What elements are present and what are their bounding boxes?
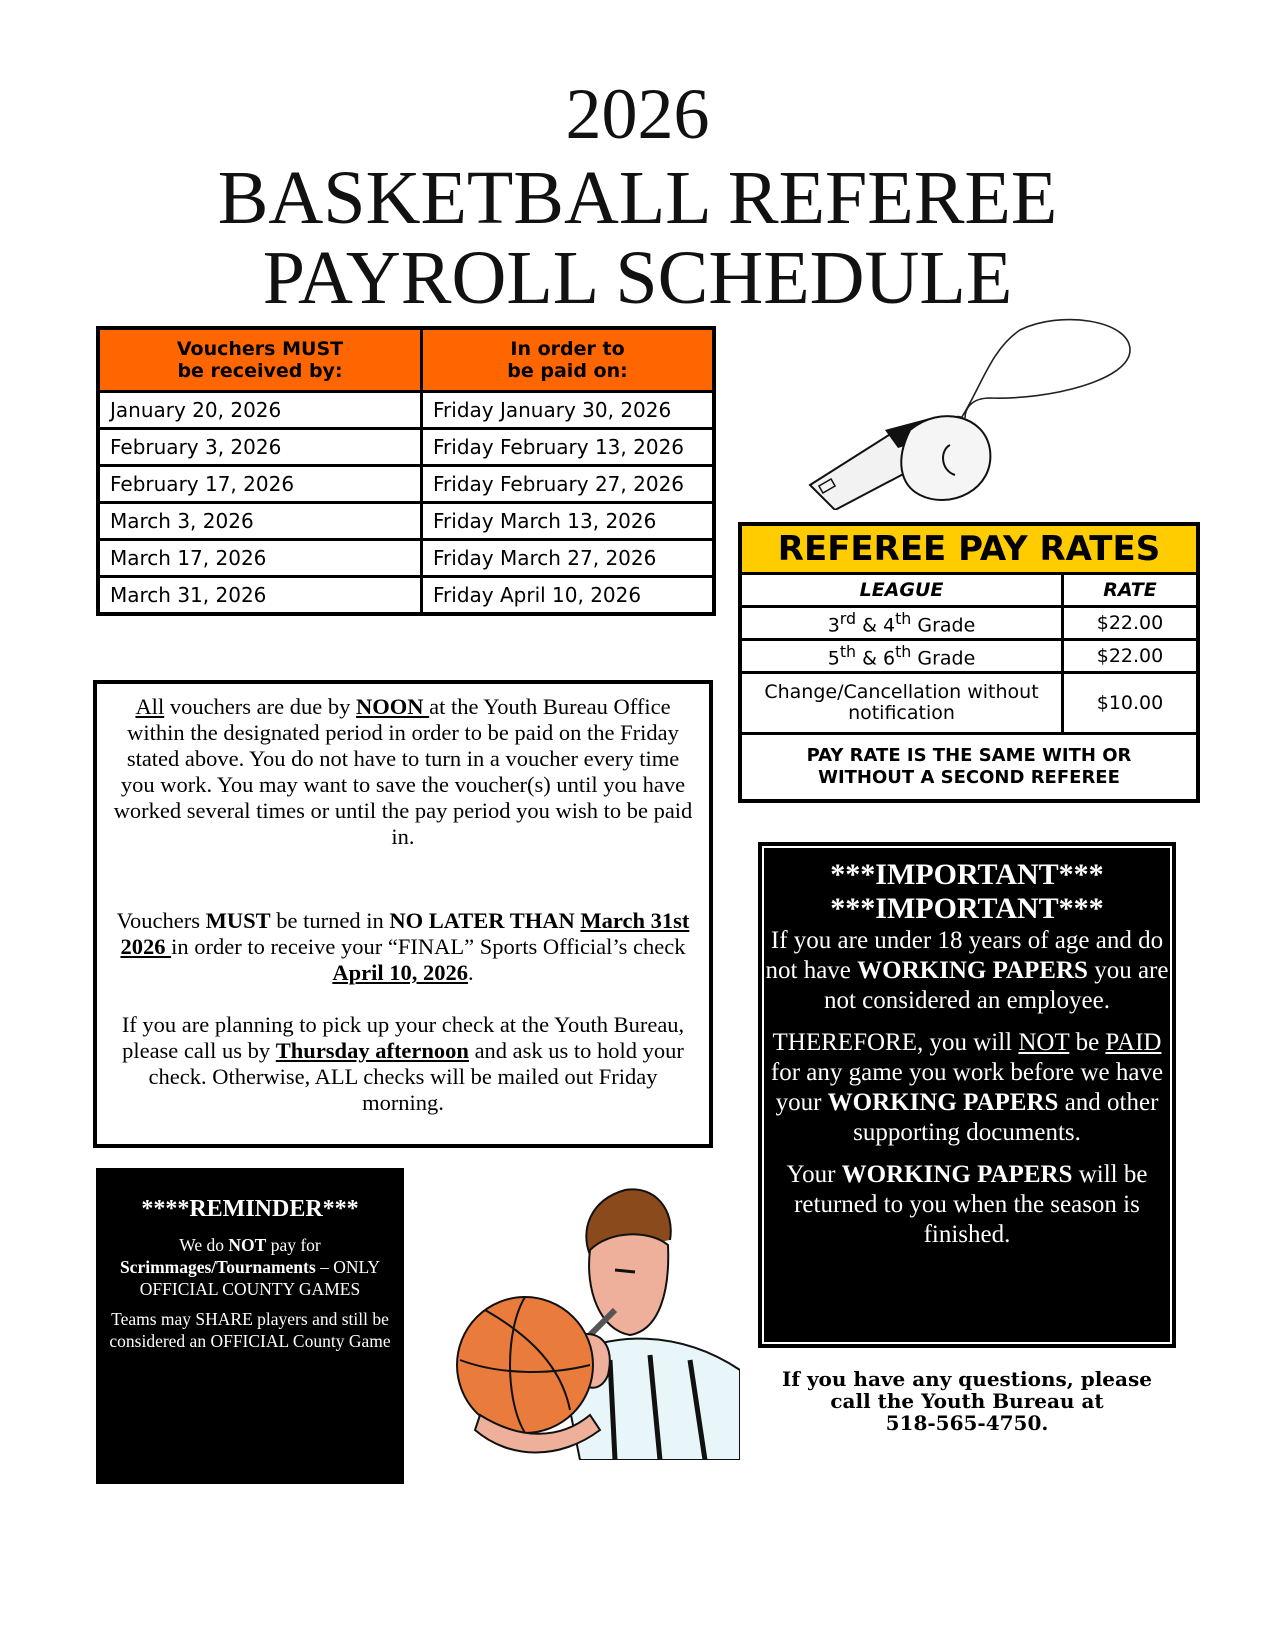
received-by-cell: February 3, 2026	[98, 429, 422, 466]
whistle-icon	[790, 310, 1140, 510]
title-line-2: PAYROLL SCHEDULE	[262, 236, 1013, 320]
table-row	[742, 640, 1196, 673]
paid-on-cell: Friday February 27, 2026	[422, 466, 715, 503]
info-paragraph-2: Vouchers MUST be turned in NO LATER THAN March 31st 2026 in order to receive your “FINAL” Sports Official’s check April 10, 2026.	[116, 908, 690, 985]
referee-illustration	[440, 1160, 740, 1460]
info-paragraph-1: All vouchers are due by NOON at the Youth Bureau Office within the designated period in order to be paid on the Friday stated above. You do not have to turn in a voucher every time you work. You may want to save the voucher(s) until you have worked several times or until the pay period you wish to be paid in.	[113, 694, 693, 849]
title-year: 2026	[565, 74, 710, 154]
pay-rates-box	[738, 522, 1200, 803]
rate-cell: $10.00	[1063, 673, 1197, 734]
voucher-info-box	[93, 680, 713, 1148]
paid-on-cell: Friday January 30, 2026	[422, 392, 715, 429]
league-cell: 3rd & 4th Grade	[742, 607, 1063, 640]
contact-info	[758, 1368, 1176, 1434]
header-received-by: Vouchers MUST be received by:	[98, 328, 422, 392]
important-paragraph-3: Your WORKING PAPERS will be returned to you when the season is finished.	[786, 1161, 1148, 1248]
table-row	[742, 673, 1196, 734]
important-notice-box	[758, 842, 1176, 1348]
paid-on-cell: Friday March 13, 2026	[422, 503, 715, 540]
reminder-heading: ****REMINDER***	[141, 1196, 359, 1222]
paid-on-cell: Friday March 27, 2026	[422, 540, 715, 577]
pay-rates-title: REFEREE PAY RATES	[742, 526, 1196, 575]
important-heading-2: ***IMPORTANT***	[830, 892, 1104, 925]
contact-line-2: call the Youth Bureau at	[830, 1389, 1104, 1413]
pay-rates-table	[742, 575, 1196, 735]
contact-line-1: If you have any questions, please	[782, 1367, 1152, 1391]
rate-cell: $22.00	[1063, 640, 1197, 673]
league-cell: Change/Cancellation without notification	[742, 673, 1063, 734]
received-by-cell: March 3, 2026	[98, 503, 422, 540]
reminder-paragraph-2: Teams may SHARE players and still be considered an OFFICIAL County Game	[109, 1309, 391, 1351]
table-row	[98, 466, 714, 503]
table-row	[98, 540, 714, 577]
reminder-box	[96, 1168, 404, 1484]
contact-phone[interactable]: 518-565-4750.	[885, 1411, 1049, 1435]
important-paragraph-2: THEREFORE, you will NOT be PAID for any game you work before we have your WORKING PAPERS and other supporting documents.	[770, 1029, 1164, 1146]
paid-on-cell: Friday April 10, 2026	[422, 577, 715, 615]
title-line-1: BASKETBALL REFEREE	[217, 156, 1058, 240]
table-row	[98, 392, 714, 429]
league-cell: 5th & 6th Grade	[742, 640, 1063, 673]
table-row	[98, 577, 714, 615]
received-by-cell: March 31, 2026	[98, 577, 422, 615]
important-paragraph-1: If you are under 18 years of age and do not have WORKING PAPERS you are not considered an employee.	[765, 927, 1169, 1014]
table-row	[98, 503, 714, 540]
schedule-header-row	[98, 328, 714, 392]
rate-header: RATE	[1063, 575, 1197, 607]
info-paragraph-3: If you are planning to pick up your check at the Youth Bureau, please call us by Thursday afternoon and ask us to hold your check. Otherwise, ALL checks will be mailed out Friday morning.	[121, 1012, 685, 1115]
pay-rate-note: PAY RATE IS THE SAME WITH OR WITHOUT A SECOND REFEREE	[806, 745, 1132, 788]
payroll-schedule-table	[96, 326, 716, 616]
important-heading-1: ***IMPORTANT***	[830, 858, 1104, 891]
reminder-paragraph-1: We do NOT pay for Scrimmages/Tournaments – ONLY OFFICIAL COUNTY GAMES	[119, 1235, 381, 1299]
header-paid-on: In order to be paid on:	[422, 328, 715, 392]
received-by-cell: January 20, 2026	[98, 392, 422, 429]
league-header: LEAGUE	[742, 575, 1063, 607]
paid-on-cell: Friday February 13, 2026	[422, 429, 715, 466]
table-row	[742, 607, 1196, 640]
received-by-cell: March 17, 2026	[98, 540, 422, 577]
table-row	[98, 429, 714, 466]
pay-rates-header-row	[742, 575, 1196, 607]
rate-cell: $22.00	[1063, 607, 1197, 640]
received-by-cell: February 17, 2026	[98, 466, 422, 503]
